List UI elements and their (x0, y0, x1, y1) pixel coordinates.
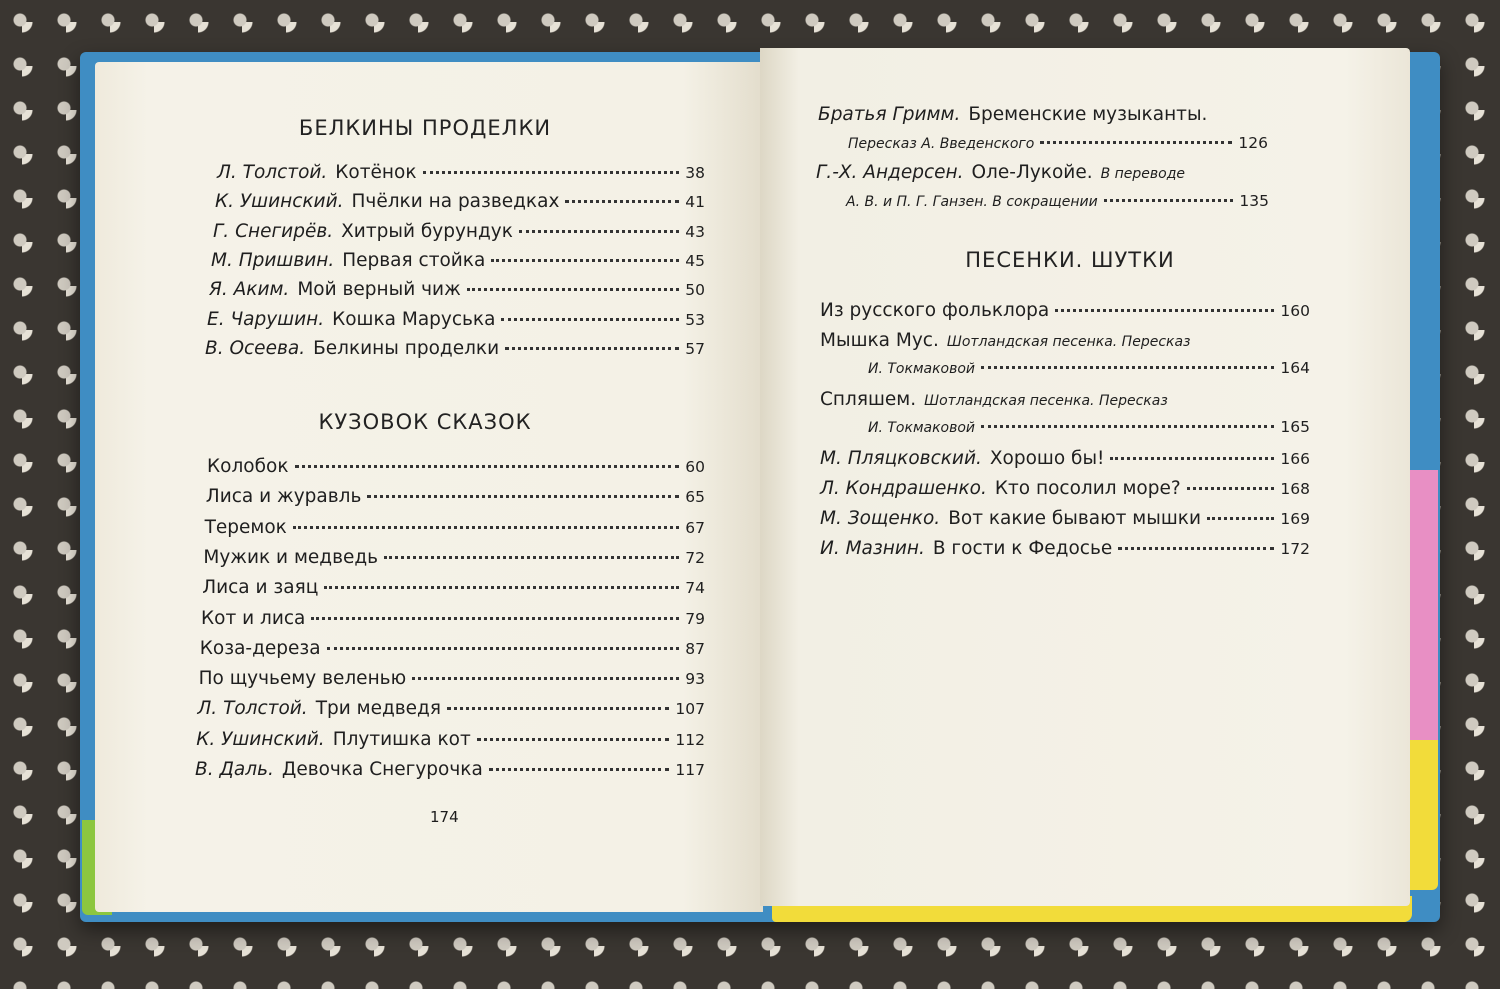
dot-leader (447, 707, 669, 710)
entry-title: Оле-Лукойе. (971, 162, 1093, 183)
dot-leader (1104, 199, 1234, 202)
dot-leader (519, 230, 679, 233)
toc-entry (209, 279, 705, 300)
toc-entry-continuation (868, 418, 1310, 436)
entry-title: Хитрый бурундук (341, 220, 513, 242)
toc-entry (200, 638, 705, 659)
entry-author: М. Пляцковский. (820, 448, 982, 469)
entry-page-number: 57 (685, 339, 705, 358)
dot-leader (489, 768, 670, 771)
entry-page-number: 165 (1280, 418, 1310, 436)
dot-leader (491, 259, 679, 262)
entry-title: Бременские музыканты. (968, 104, 1208, 125)
entry-page-number: 117 (675, 761, 705, 779)
dot-leader (293, 526, 679, 529)
dot-leader (1040, 141, 1232, 144)
entry-title: Белкины проделки (313, 337, 500, 359)
entry-author: М. Зощенко. (820, 508, 941, 529)
toc-entry (197, 698, 705, 719)
dot-leader (981, 366, 1274, 369)
entry-author: В. Даль. (195, 759, 274, 780)
section-title-kuzovok: КУЗОВОК СКАЗОК (318, 410, 532, 434)
toc-entry (820, 478, 1310, 499)
toc-entry (217, 162, 705, 183)
dot-leader (1118, 547, 1274, 550)
entry-page-number: 65 (685, 488, 705, 507)
toc-entry (195, 759, 705, 780)
toc-entry (205, 517, 705, 538)
entry-page-number: 79 (685, 609, 705, 628)
entry-page-number: 107 (675, 700, 705, 719)
entry-title: Пчёлки на разведках (351, 191, 560, 213)
toc-entry (202, 577, 705, 598)
section-title-pesenki: ПЕСЕНКИ. ШУТКИ (965, 248, 1175, 272)
entry-title: Хорошо бы! (989, 448, 1105, 469)
toc-entry (206, 486, 705, 507)
entry-author: Братья Гримм. (818, 104, 961, 125)
section-title-belkiny: БЕЛКИНЫ ПРОДЕЛКИ (298, 116, 552, 140)
toc-entry (816, 162, 1266, 183)
entry-author: Л. Толстой. (217, 162, 328, 183)
entry-title: В гости к Федосье (932, 538, 1113, 559)
dot-leader (501, 318, 679, 321)
dot-leader (324, 586, 679, 589)
dot-leader (1055, 309, 1274, 312)
dot-leader (423, 171, 680, 174)
left-page (95, 62, 763, 912)
dot-leader (981, 425, 1274, 428)
entry-title: Колобок (207, 456, 289, 477)
entry-page-number: 50 (685, 281, 705, 300)
entry-author: К. Ушинский. (196, 728, 325, 750)
entry-title: Плутишка кот (332, 728, 471, 750)
dot-leader (367, 495, 679, 498)
toc-entry (820, 538, 1310, 559)
entry-page-number: 166 (1280, 450, 1310, 468)
entry-title: Кот и лиса (201, 607, 306, 629)
entry-author: Я. Аким. (209, 279, 290, 301)
toc-entry (201, 608, 705, 629)
entry-page-number: 38 (685, 164, 705, 182)
entry-page-number: 164 (1280, 359, 1310, 377)
entry-author: Г.-Х. Андерсен. (816, 162, 964, 183)
dot-leader (311, 617, 679, 620)
entry-title: Спляшем. (820, 389, 917, 410)
toc-entry (196, 729, 705, 750)
entry-title: Кошка Маруська (332, 308, 496, 330)
entry-author: М. Пришвин. (211, 249, 335, 271)
entry-credit: Пересказ А. Введенского (848, 136, 1035, 152)
entry-title: Вот какие бывают мышки (948, 508, 1201, 529)
toc-entry-continuation (846, 192, 1269, 210)
page-number-left: 174 (430, 808, 459, 826)
dot-leader (327, 647, 680, 650)
entry-credit: А. В. и П. Г. Ганзен. В сокращении (846, 194, 1098, 210)
entry-page-number: 45 (685, 251, 705, 270)
entry-note: В переводе (1100, 166, 1186, 182)
entry-page-number: 60 (685, 458, 705, 476)
toc-entry-continuation (848, 134, 1268, 152)
entry-title: Три медведя (315, 698, 441, 720)
entry-page-number: 43 (685, 222, 705, 241)
toc-entry (820, 330, 1310, 351)
entry-page-number: 67 (685, 518, 705, 537)
dot-leader (565, 200, 679, 203)
dot-leader (295, 465, 680, 468)
entry-title: Коза-дереза (199, 637, 321, 659)
entry-note: Шотландская песенка. Пересказ (924, 393, 1168, 409)
entry-title: Из русского фольклора (820, 300, 1050, 321)
entry-author: Л. Толстой. (197, 698, 308, 720)
entry-title: Мужик и медведь (203, 546, 379, 568)
dot-leader (384, 556, 679, 559)
entry-page-number: 135 (1239, 192, 1269, 210)
dot-leader (505, 347, 679, 350)
entry-page-number: 112 (675, 730, 705, 749)
dot-leader (1187, 487, 1275, 490)
toc-entry (820, 300, 1310, 321)
entry-page-number: 93 (685, 670, 705, 689)
toc-entry (215, 191, 705, 212)
entry-page-number: 53 (685, 310, 705, 329)
entry-page-number: 172 (1280, 540, 1310, 558)
toc-entry (211, 250, 705, 271)
entry-author: Е. Чарушин. (207, 308, 325, 330)
entry-page-number: 160 (1280, 302, 1310, 320)
entry-title: По щучьему веленью (198, 668, 407, 690)
entry-title: Первая стойка (342, 249, 486, 271)
entry-author: К. Ушинский. (215, 191, 344, 213)
toc-entry (820, 389, 1310, 410)
entry-author: Г. Снегирёв. (213, 220, 334, 242)
entry-title: Котёнок (335, 162, 417, 183)
toc-entry (820, 448, 1310, 469)
entry-author: В. Осеева. (205, 337, 306, 359)
dot-leader (467, 288, 680, 291)
toc-entry (207, 309, 705, 330)
entry-page-number: 126 (1238, 134, 1268, 152)
toc-entry (205, 338, 705, 359)
toc-entry (203, 547, 705, 568)
entry-page-number: 74 (685, 579, 705, 598)
entry-title: Теремок (204, 516, 287, 538)
toc-entry (818, 104, 1268, 125)
right-page (760, 48, 1410, 906)
entry-title: Мышка Мус. (820, 330, 939, 351)
entry-title: Лиса и заяц (202, 577, 319, 599)
dot-leader (412, 677, 679, 680)
entry-page-number: 87 (685, 639, 705, 658)
entry-page-number: 168 (1280, 480, 1310, 498)
toc-entry (199, 668, 705, 689)
entry-credit: И. Токмаковой (868, 361, 976, 377)
toc-entry (213, 221, 705, 242)
entry-title: Лиса и журавль (205, 486, 362, 508)
entry-note: Шотландская песенка. Пересказ (946, 334, 1191, 350)
entry-page-number: 72 (685, 548, 705, 567)
entry-page-number: 169 (1280, 510, 1310, 528)
entry-author: Л. Кондрашенко. (820, 478, 987, 499)
toc-entry-continuation (868, 359, 1310, 377)
toc-entry (207, 456, 705, 477)
dot-leader (477, 738, 670, 741)
entry-title: Мой верный чиж (297, 279, 461, 301)
entry-title: Девочка Снегурочка (281, 759, 483, 780)
entry-author: И. Мазнин. (820, 538, 925, 559)
toc-entry (820, 508, 1310, 529)
entry-credit: И. Токмаковой (868, 420, 976, 436)
entry-page-number: 41 (685, 193, 705, 212)
dot-leader (1207, 517, 1274, 520)
entry-title: Кто посолил море? (994, 478, 1181, 499)
dot-leader (1110, 457, 1274, 460)
